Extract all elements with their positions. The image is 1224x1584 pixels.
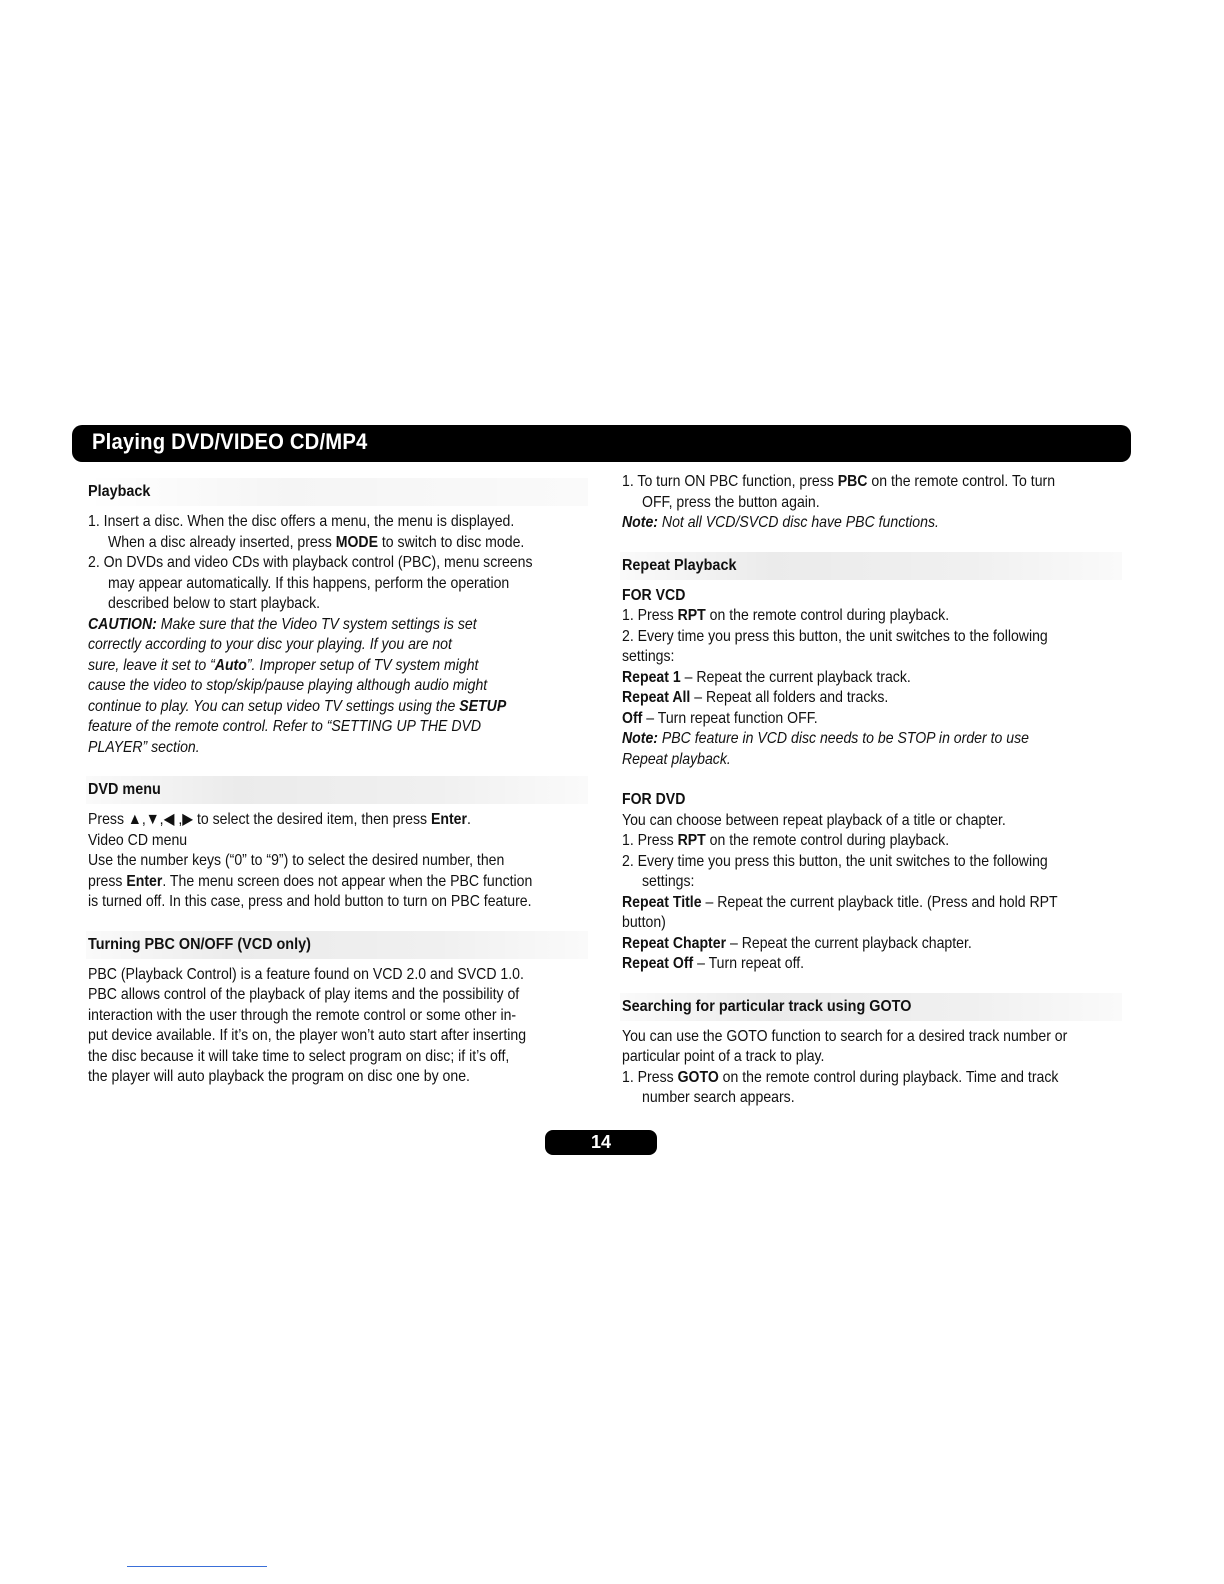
section-title-bar <box>72 425 1131 462</box>
caution-note: CAUTION: Make sure that the Video TV system settings is set <box>88 615 477 633</box>
repeat-heading: Repeat Playback <box>620 552 1122 580</box>
dvd-menu-line-3: Use the number keys (“0” to “9”) to select the desired number, then <box>88 852 505 869</box>
repeat-title-option-cont: button) <box>622 914 666 931</box>
dvd-step-1: 1. Press RPT on the remote control during playback. <box>622 832 950 849</box>
repeat-note: Note: PBC feature in VCD disc needs to be STOP in order to use <box>622 730 1029 747</box>
vcd-step-2-cont: settings: <box>622 648 675 665</box>
caution-line-2: correctly according to your disc your playing. If you are not <box>88 636 452 653</box>
caution-line-4: cause the video to stop/skip/pause playing although audio might <box>88 677 488 694</box>
dvd-menu-line-4: press Enter. The menu screen does not appear when the PBC function <box>88 872 533 890</box>
right-column <box>622 472 1122 1109</box>
playback-step-2-cont: may appear automatically. If this happens, perform the operation <box>108 574 510 592</box>
repeat-all-option: Repeat All – Repeat all folders and tracks. <box>622 689 889 706</box>
caution-line-5: continue to play. You can setup video TV settings using the SETUP <box>88 697 507 715</box>
dvd-menu-heading: DVD menu <box>86 776 588 804</box>
playback-step-1: 1. Insert a disc. When the disc offers a menu, the menu is displayed. <box>88 513 515 530</box>
dvd-menu-line-1: Press ▲,▼,◀ ,▶ to select the desired item, then press Enter. <box>88 811 471 828</box>
pbc-step-1: 1. To turn ON PBC function, press PBC on the remote control. To turn <box>622 473 1056 490</box>
vcd-step-1: 1. Press RPT on the remote control during playback. <box>622 607 950 624</box>
left-column <box>88 472 588 1088</box>
pbc-line-2: PBC allows control of the playback of play items and the possibility of <box>88 986 520 1003</box>
repeat-chapter-option: Repeat Chapter – Repeat the current playback chapter. <box>622 934 972 952</box>
dvd-menu-line-5: is turned off. In this case, press and hold button to turn on PBC feature. <box>88 893 532 910</box>
pbc-line-6: the player will auto playback the program on disc one by one. <box>88 1068 470 1085</box>
repeat-title-option: Repeat Title – Repeat the current playback title. (Press and hold RPT <box>622 893 1058 911</box>
repeat-1-option: Repeat 1 – Repeat the current playback track. <box>622 668 911 686</box>
pbc-line-3: interaction with the user through the remote control or some other in- <box>88 1006 517 1024</box>
playback-step-2-cont2: described below to start playback. <box>108 595 321 612</box>
for-vcd-heading: FOR VCD <box>622 586 686 604</box>
caution-line-6: feature of the remote control. Refer to “SETTING UP THE DVD <box>88 718 482 735</box>
goto-line-2: particular point of a track to play. <box>622 1048 825 1065</box>
footer-rule <box>127 1566 267 1567</box>
dvd-menu-line-2: Video CD menu <box>88 831 188 849</box>
goto-line-1: You can use the GOTO function to search for a desired track number or <box>622 1027 1068 1045</box>
playback-heading: Playback <box>86 478 588 506</box>
goto-step-1: 1. Press GOTO on the remote control during playback. Time and track <box>622 1068 1059 1086</box>
page-number: 14 <box>545 1130 657 1155</box>
dvd-intro: You can choose between repeat playback of a title or chapter. <box>622 811 1006 829</box>
goto-heading: Searching for particular track using GOTO <box>620 993 1122 1021</box>
vcd-step-2: 2. Every time you press this button, the unit switches to the following <box>622 627 1048 645</box>
pbc-step-1-cont: OFF, press the button again. <box>642 493 820 511</box>
section-title: Playing DVD/VIDEO CD/MP4 <box>92 429 368 454</box>
caution-line-3: sure, leave it set to “Auto”. Improper setup of TV system might <box>88 656 479 674</box>
dvd-step-2: 2. Every time you press this button, the unit switches to the following <box>622 852 1048 870</box>
goto-step-1-cont: number search appears. <box>642 1089 795 1106</box>
for-dvd-heading: FOR DVD <box>622 791 686 808</box>
pbc-heading: Turning PBC ON/OFF (VCD only) <box>86 931 588 959</box>
repeat-off-dvd-option: Repeat Off – Turn repeat off. <box>622 955 805 972</box>
caution-line-7: PLAYER” section. <box>88 738 200 756</box>
playback-step-2: 2. On DVDs and video CDs with playback control (PBC), menu screens <box>88 554 533 571</box>
pbc-note: Note: Not all VCD/SVCD disc have PBC functions. <box>622 514 939 531</box>
pbc-line-5: the disc because it will take time to select program on disc; if it’s off, <box>88 1047 510 1065</box>
pbc-line-4: put device available. If it’s on, the player won’t auto start after inserting <box>88 1027 527 1044</box>
repeat-note-cont: Repeat playback. <box>622 750 731 768</box>
repeat-off-option: Off – Turn repeat function OFF. <box>622 709 818 727</box>
pbc-line-1: PBC (Playback Control) is a feature found on VCD 2.0 and SVCD 1.0. <box>88 965 524 983</box>
dvd-step-2-cont: settings: <box>642 873 695 890</box>
playback-step-1-cont: When a disc already inserted, press MODE to switch to disc mode. <box>108 533 525 551</box>
